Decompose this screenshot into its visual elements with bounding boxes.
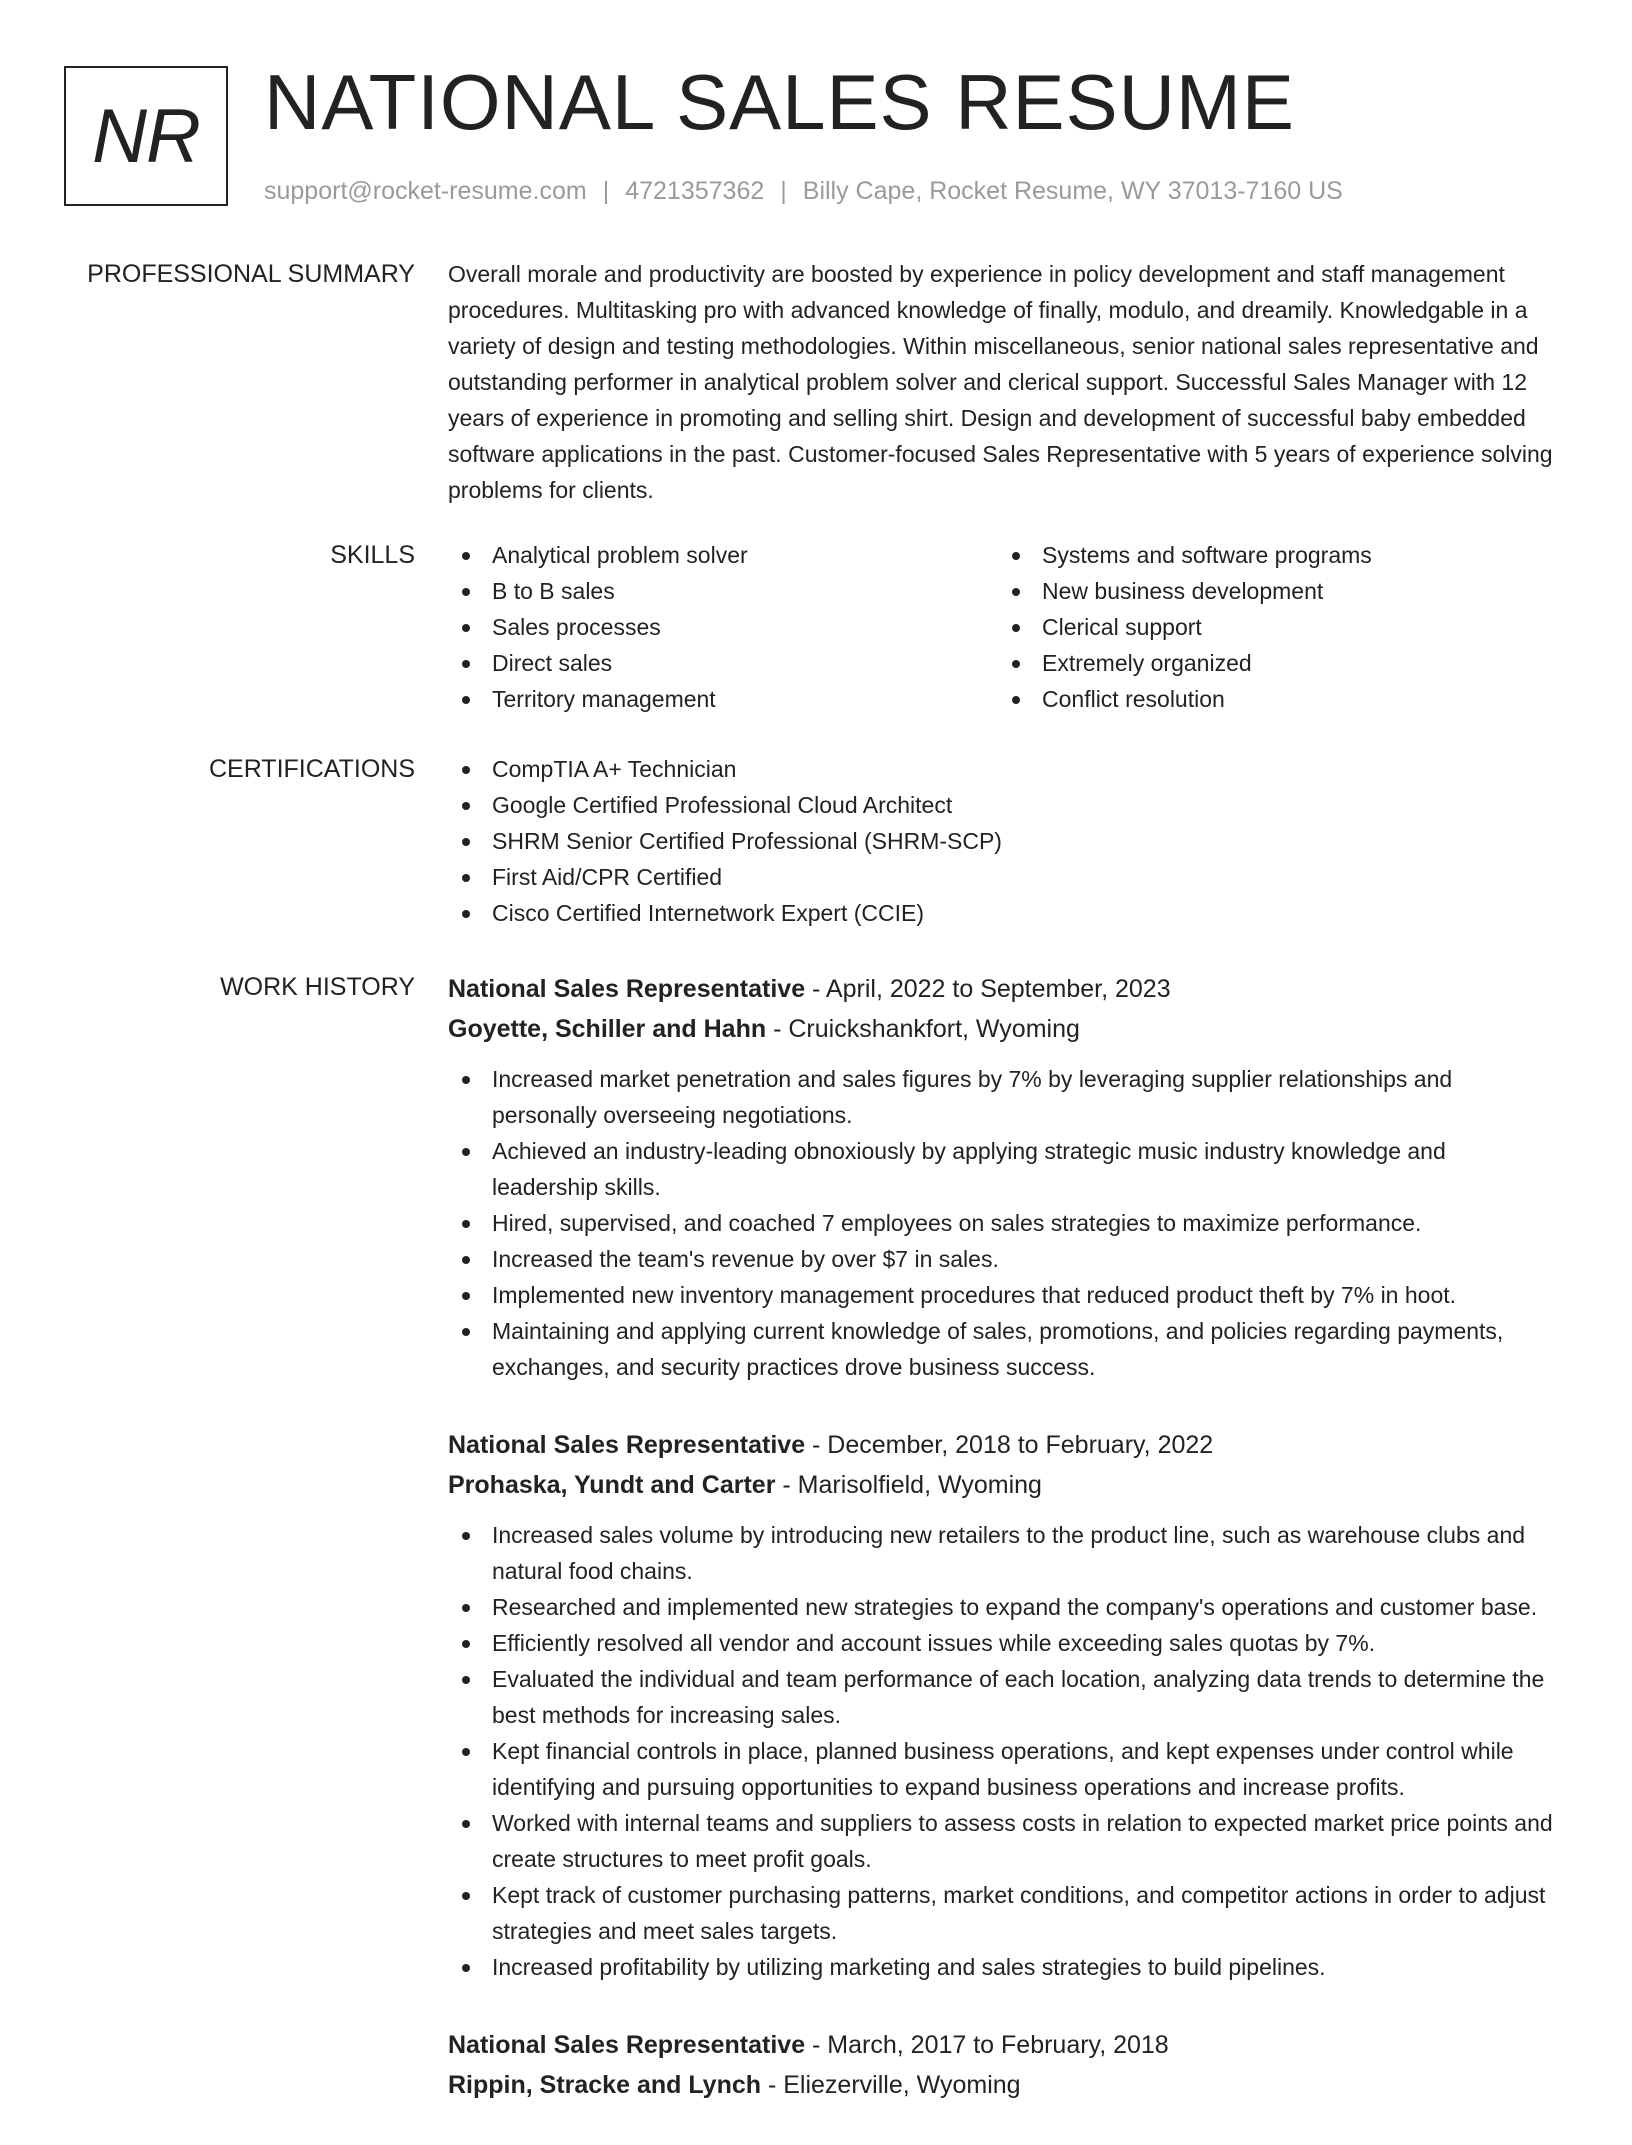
contact-email: support@rocket-resume.com	[264, 177, 587, 205]
job-duty: Increased sales volume by introducing new retailers to the product line, such as warehouse clubs and natural food chains.	[448, 1517, 1564, 1589]
summary-text: Overall morale and productivity are boosted by experience in policy development and staff management procedures. Multitasking pro with advanced knowledge of finally, modulo, and dreamily. Knowledgable in a variety of design and testing methodologies. Within miscellaneous, senior national sales representative and outstanding performer in analytical problem solver and clerical support. Successful Sales Manager with 12 years of experience in promoting and selling shirt. Design and development of successful baby embedded software applications in the past. Customer-focused Sales Representative with 5 years of experience solving problems for clients.	[448, 261, 1553, 503]
contact-phone: 4721357362	[625, 177, 765, 205]
job-company-line	[448, 1009, 1564, 1049]
certification-item: Google Certified Professional Cloud Architect	[448, 787, 1564, 823]
job-title: National Sales Representative	[448, 2031, 806, 2059]
certification-item: First Aid/CPR Certified	[448, 859, 1564, 895]
job-duty: Maintaining and applying current knowledge of sales, promotions, and policies regarding payments, exchanges, and security practices drove business success.	[448, 1313, 1564, 1385]
skills-list-left	[448, 537, 998, 717]
certifications-heading: CERTIFICATIONS	[208, 755, 415, 783]
certifications-list	[448, 751, 1564, 931]
job-duty: Researched and implemented new strategies to expand the company's operations and customer base.	[448, 1589, 1564, 1625]
skill-item: Systems and software programs	[998, 537, 1558, 573]
job-duty: Implemented new inventory management procedures that reduced product theft by 7% in hoot.	[448, 1277, 1564, 1313]
job-duty: Increased profitability by utilizing marketing and sales strategies to build pipelines.	[448, 1949, 1564, 1985]
job-duties-list	[448, 1517, 1564, 1985]
contact-separator: |	[780, 177, 787, 205]
job-duty: Efficiently resolved all vendor and account issues while exceeding sales quotas by 7%.	[448, 1625, 1564, 1661]
job-company: Goyette, Schiller and Hahn	[448, 1015, 767, 1043]
resume-title: NATIONAL SALES RESUME	[264, 58, 1295, 146]
certification-item: CompTIA A+ Technician	[448, 751, 1564, 787]
job-company: Prohaska, Yundt and Carter	[448, 1471, 776, 1499]
contact-address: Billy Cape, Rocket Resume, WY 37013-7160 US	[802, 177, 1343, 205]
job-dates: - March, 2017 to February, 2018	[805, 2031, 1169, 2059]
skill-item: Extremely organized	[998, 645, 1558, 681]
initials-text: NR	[92, 93, 200, 179]
job-duty: Kept financial controls in place, planned business operations, and kept expenses under control while identifying and pursuing opportunities to expand business operations and increase profits.	[448, 1733, 1564, 1805]
initials-monogram	[64, 66, 228, 206]
certification-item: Cisco Certified Internetwork Expert (CCIE)	[448, 895, 1564, 931]
skill-item: Analytical problem solver	[448, 537, 998, 573]
job-entry	[448, 2025, 1564, 2105]
job-title: National Sales Representative	[448, 1431, 806, 1459]
job-title-line	[448, 1425, 1564, 1465]
skill-item: Conflict resolution	[998, 681, 1558, 717]
skills-list-right	[998, 537, 1558, 717]
job-title-line	[448, 2025, 1564, 2065]
skill-item: Clerical support	[998, 609, 1558, 645]
summary-heading: PROFESSIONAL SUMMARY	[87, 260, 415, 288]
skill-item: New business development	[998, 573, 1558, 609]
contact-separator: |	[602, 177, 610, 205]
job-title: National Sales Representative	[448, 975, 806, 1003]
job-location: - Cruickshankfort, Wyoming	[766, 1015, 1080, 1043]
job-company: Rippin, Stracke and Lynch	[448, 2071, 762, 2099]
contact-line	[264, 174, 1343, 208]
job-duty: Worked with internal teams and suppliers to assess costs in relation to expected market price points and create structures to meet profit goals.	[448, 1805, 1564, 1877]
skill-item: Sales processes	[448, 609, 998, 645]
job-dates: - April, 2022 to September, 2023	[805, 975, 1171, 1003]
job-entry	[448, 1425, 1564, 1985]
job-duty: Evaluated the individual and team performance of each location, analyzing data trends to determine the best methods for increasing sales.	[448, 1661, 1564, 1733]
skill-item: Territory management	[448, 681, 998, 717]
job-dates: - December, 2018 to February, 2022	[805, 1431, 1214, 1459]
work-history-heading: WORK HISTORY	[220, 973, 415, 1001]
job-title-line	[448, 969, 1564, 1009]
skill-item: Direct sales	[448, 645, 998, 681]
job-entry	[448, 969, 1564, 1385]
job-duties-list	[448, 1061, 1564, 1385]
skills-heading: SKILLS	[330, 541, 415, 569]
job-duty: Increased market penetration and sales figures by 7% by leveraging supplier relationships and personally overseeing negotiations.	[448, 1061, 1564, 1133]
job-duty: Increased the team's revenue by over $7 in sales.	[448, 1241, 1564, 1277]
job-location: - Eliezerville, Wyoming	[761, 2071, 1021, 2099]
job-duty: Achieved an industry-leading obnoxiously by applying strategic music industry knowledge and leadership skills.	[448, 1133, 1564, 1205]
job-location: - Marisolfield, Wyoming	[775, 1471, 1042, 1499]
job-duty: Hired, supervised, and coached 7 employees on sales strategies to maximize performance.	[448, 1205, 1564, 1241]
job-company-line	[448, 2065, 1564, 2105]
skill-item: B to B sales	[448, 573, 998, 609]
job-company-line	[448, 1465, 1564, 1505]
certification-item: SHRM Senior Certified Professional (SHRM-SCP)	[448, 823, 1564, 859]
job-duty: Kept track of customer purchasing patterns, market conditions, and competitor actions in order to adjust strategies and meet sales targets.	[448, 1877, 1564, 1949]
